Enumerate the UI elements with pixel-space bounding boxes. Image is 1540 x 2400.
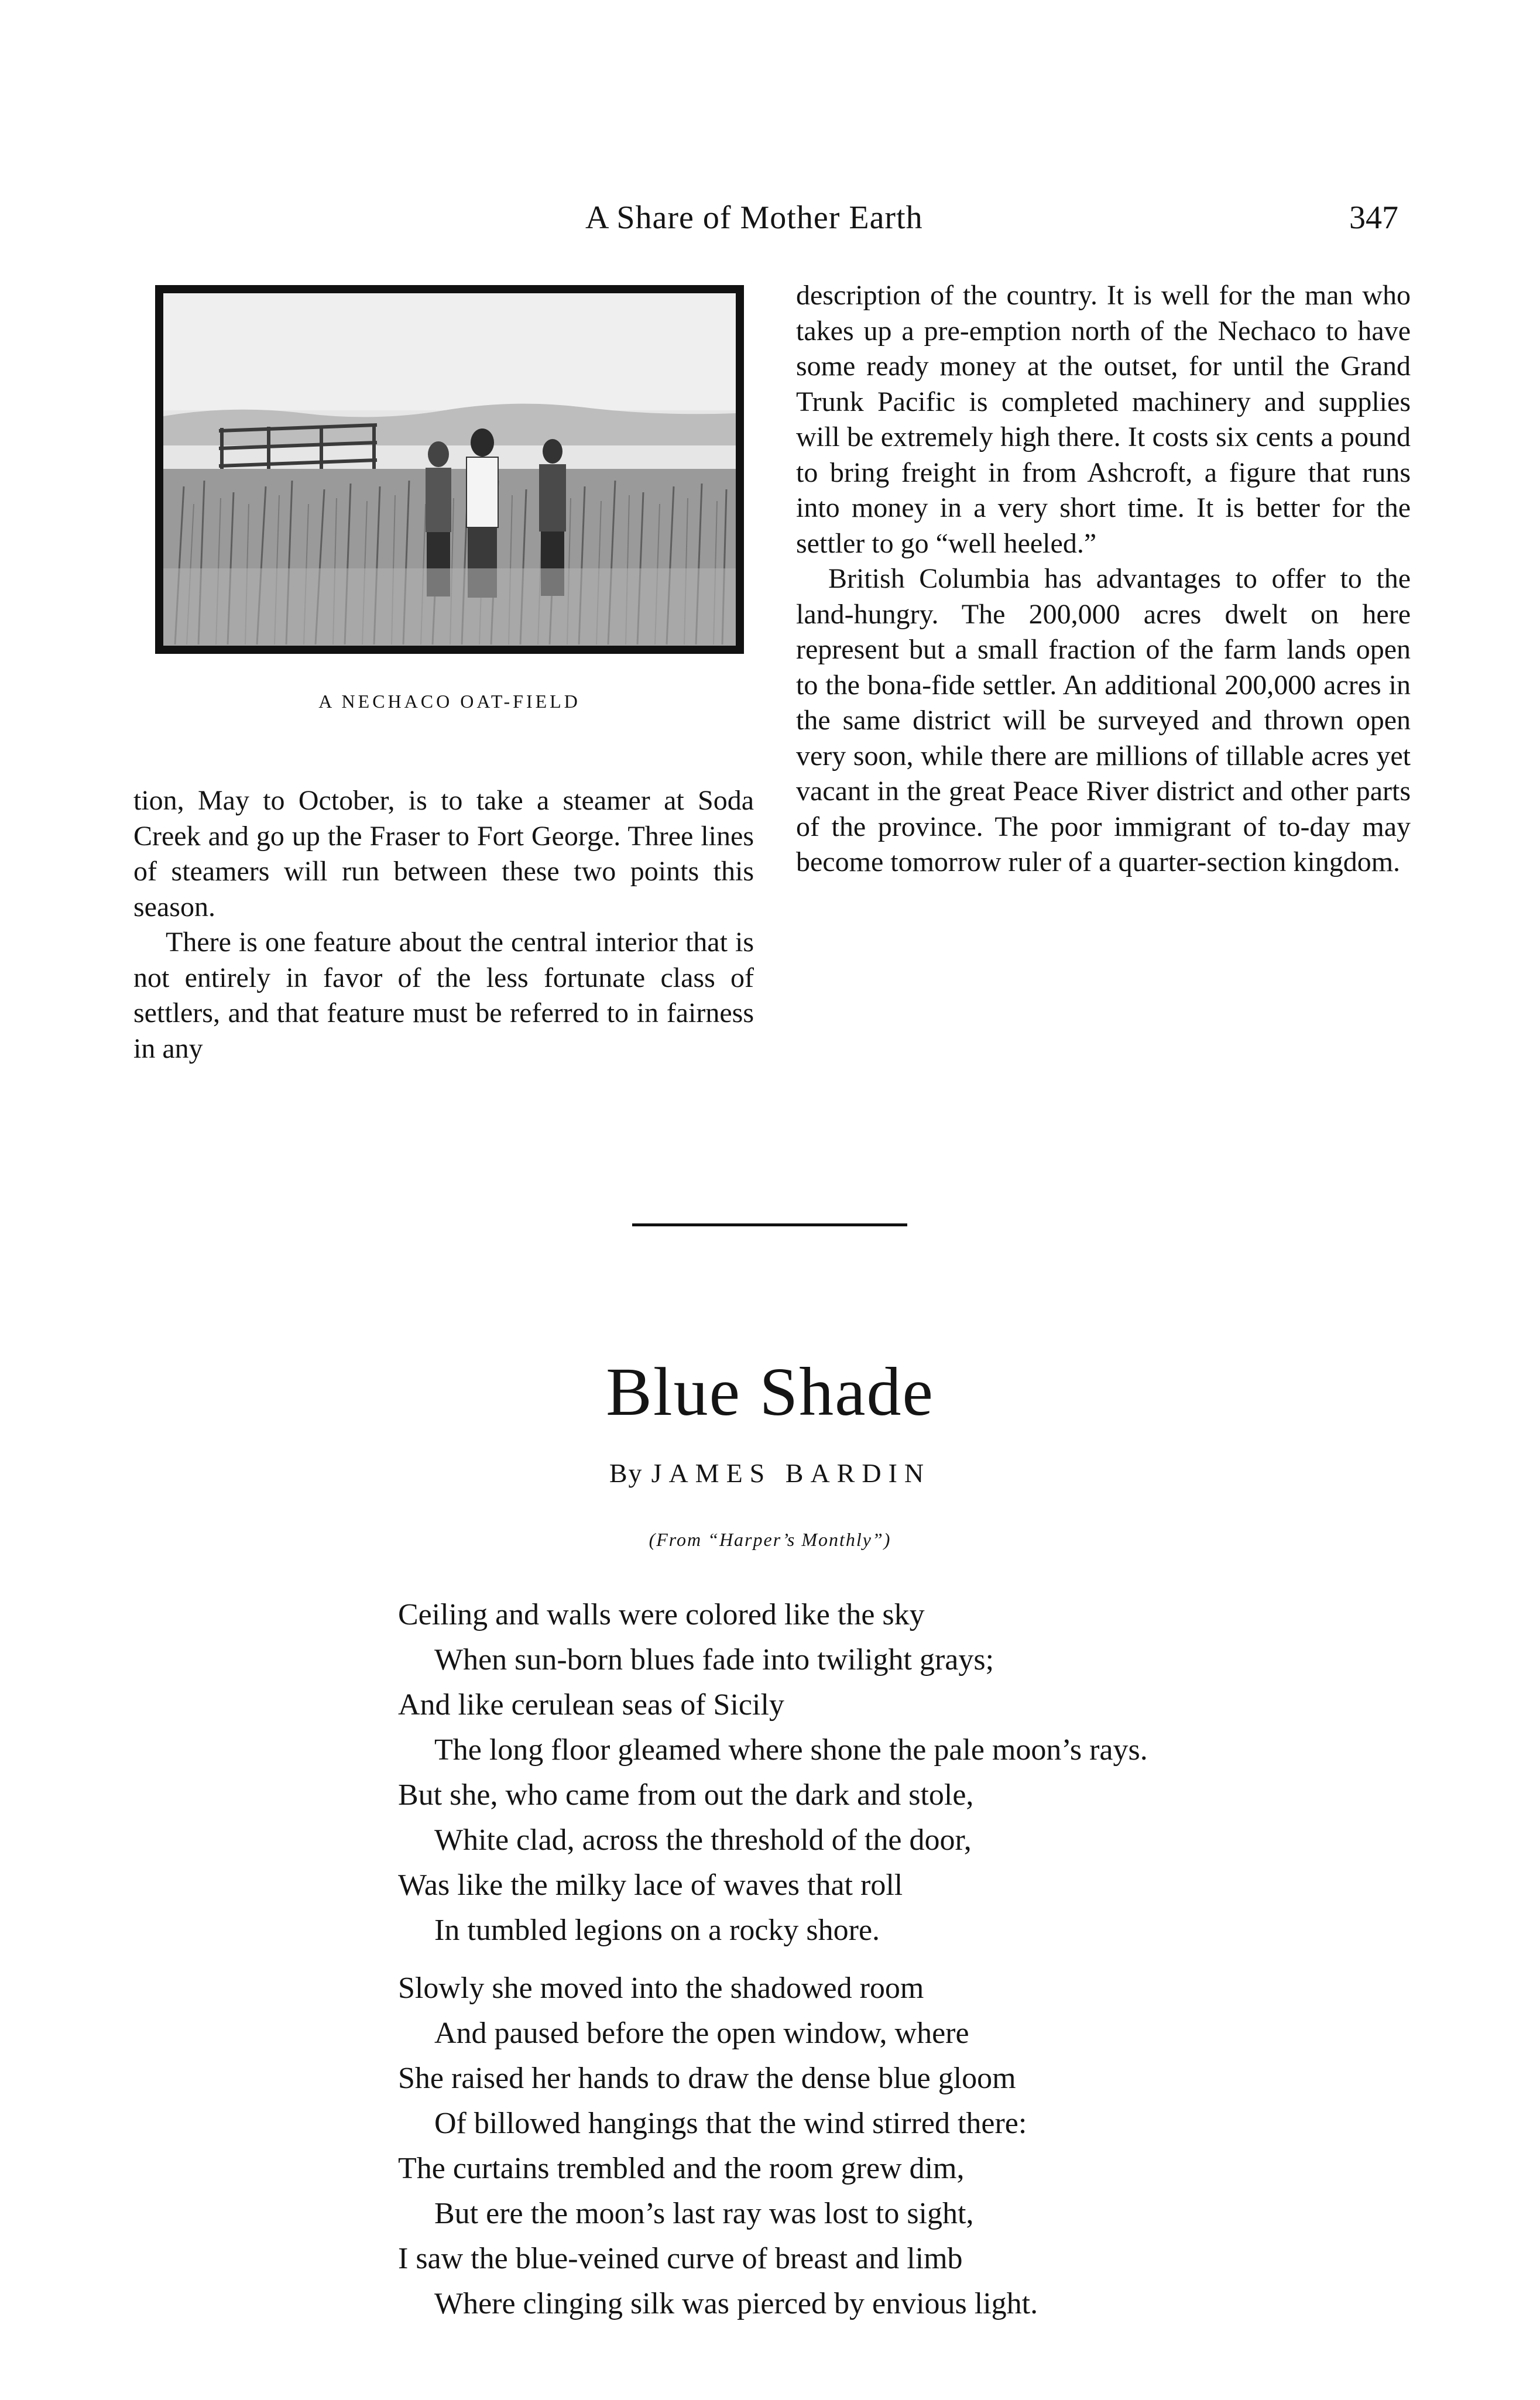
poem-line: Ceiling and walls were colored like the sky [398,1598,925,1631]
poem-source: (From “Harper’s Monthly”) [649,1529,891,1550]
poem-title: Blue Shade [606,1353,934,1430]
poem-author: JAMES BARDIN [651,1458,931,1488]
poem-line: In tumbled legions on a rocky shore. [434,1914,880,1947]
poem-line: But ere the moon’s last ray was lost to sight, [434,2197,974,2230]
poem-byline [0,1458,1540,1489]
figure-caption: A NECHACO OAT-FIELD [318,691,581,712]
poem-line: She raised her hands to draw the dense blue gloom [398,2062,1016,2095]
right-paragraph-2: British Columbia has advantages to offer to the land-hungry. The 200,000 acres dwelt on here represent but a small fraction of the farm lands open to the bona-fide settler. An additional 200,000 acres in the same district will be surveyed and thrown open very soon, while there are millions of tillable acres yet vacant in the great Peace River district and other parts of the province. The poor immigrant of to-day may become tomorrow ruler of a quarter-section kingdom. [796,563,1411,877]
poem-line: Where clinging silk was pierced by envious light. [434,2287,1038,2320]
poem-line: But she, who came from out the dark and stole, [398,1778,974,1812]
page-number: 347 [1349,200,1398,236]
poem-stanza-2 [398,1966,1393,2326]
oat-field-photo [155,285,744,654]
article-left-column [133,783,754,1067]
running-title: A Share of Mother Earth [585,200,923,236]
poem-line: White clad, across the threshold of the door, [434,1823,972,1857]
poem-stanza-1 [398,1592,1393,1953]
poem-line: Was like the milky lace of waves that roll [398,1868,903,1902]
page-header [0,199,1540,246]
left-paragraph-2: There is one feature about the central interior that is not entirely in favor of the less fortunate class of settlers, and that feature must be referred to in fairness in any [133,927,754,1064]
right-paragraph-1: description of the country. It is well for the man who takes up a pre-emption north of the Nechaco to have some ready money at the outset, for until the Grand Trunk Pacific is completed machinery and supplies will be extremely high there. It costs six cents a pound to bring freight in from Ashcroft, a figure that runs into money in a very short time. It is better for the settler to go “well heeled.” [796,280,1411,559]
poem-line: Slowly she moved into the shadowed room [398,1972,924,2005]
poem-line: The curtains trembled and the room grew dim, [398,2152,965,2185]
left-paragraph-1: tion, May to October, is to take a steamer at Soda Creek and go up the Fraser to Fort George. Three lines of steamers will run between these two points this season. [133,785,754,923]
section-divider [632,1223,907,1226]
poem-line: I saw the blue-veined curve of breast and limb [398,2242,963,2275]
poem-line: When sun-born blues fade into twilight grays; [434,1643,994,1676]
poem-line: The long floor gleamed where shone the pale moon’s rays. [434,1733,1148,1767]
poem-line: And like cerulean seas of Sicily [398,1688,784,1722]
article-right-column [796,278,1411,880]
poem-line: Of billowed hangings that the wind stirred there: [434,2107,1027,2140]
poem-line: And paused before the open window, where [434,2017,969,2050]
byline-by: By [609,1458,643,1488]
photo-illustration [163,293,736,646]
